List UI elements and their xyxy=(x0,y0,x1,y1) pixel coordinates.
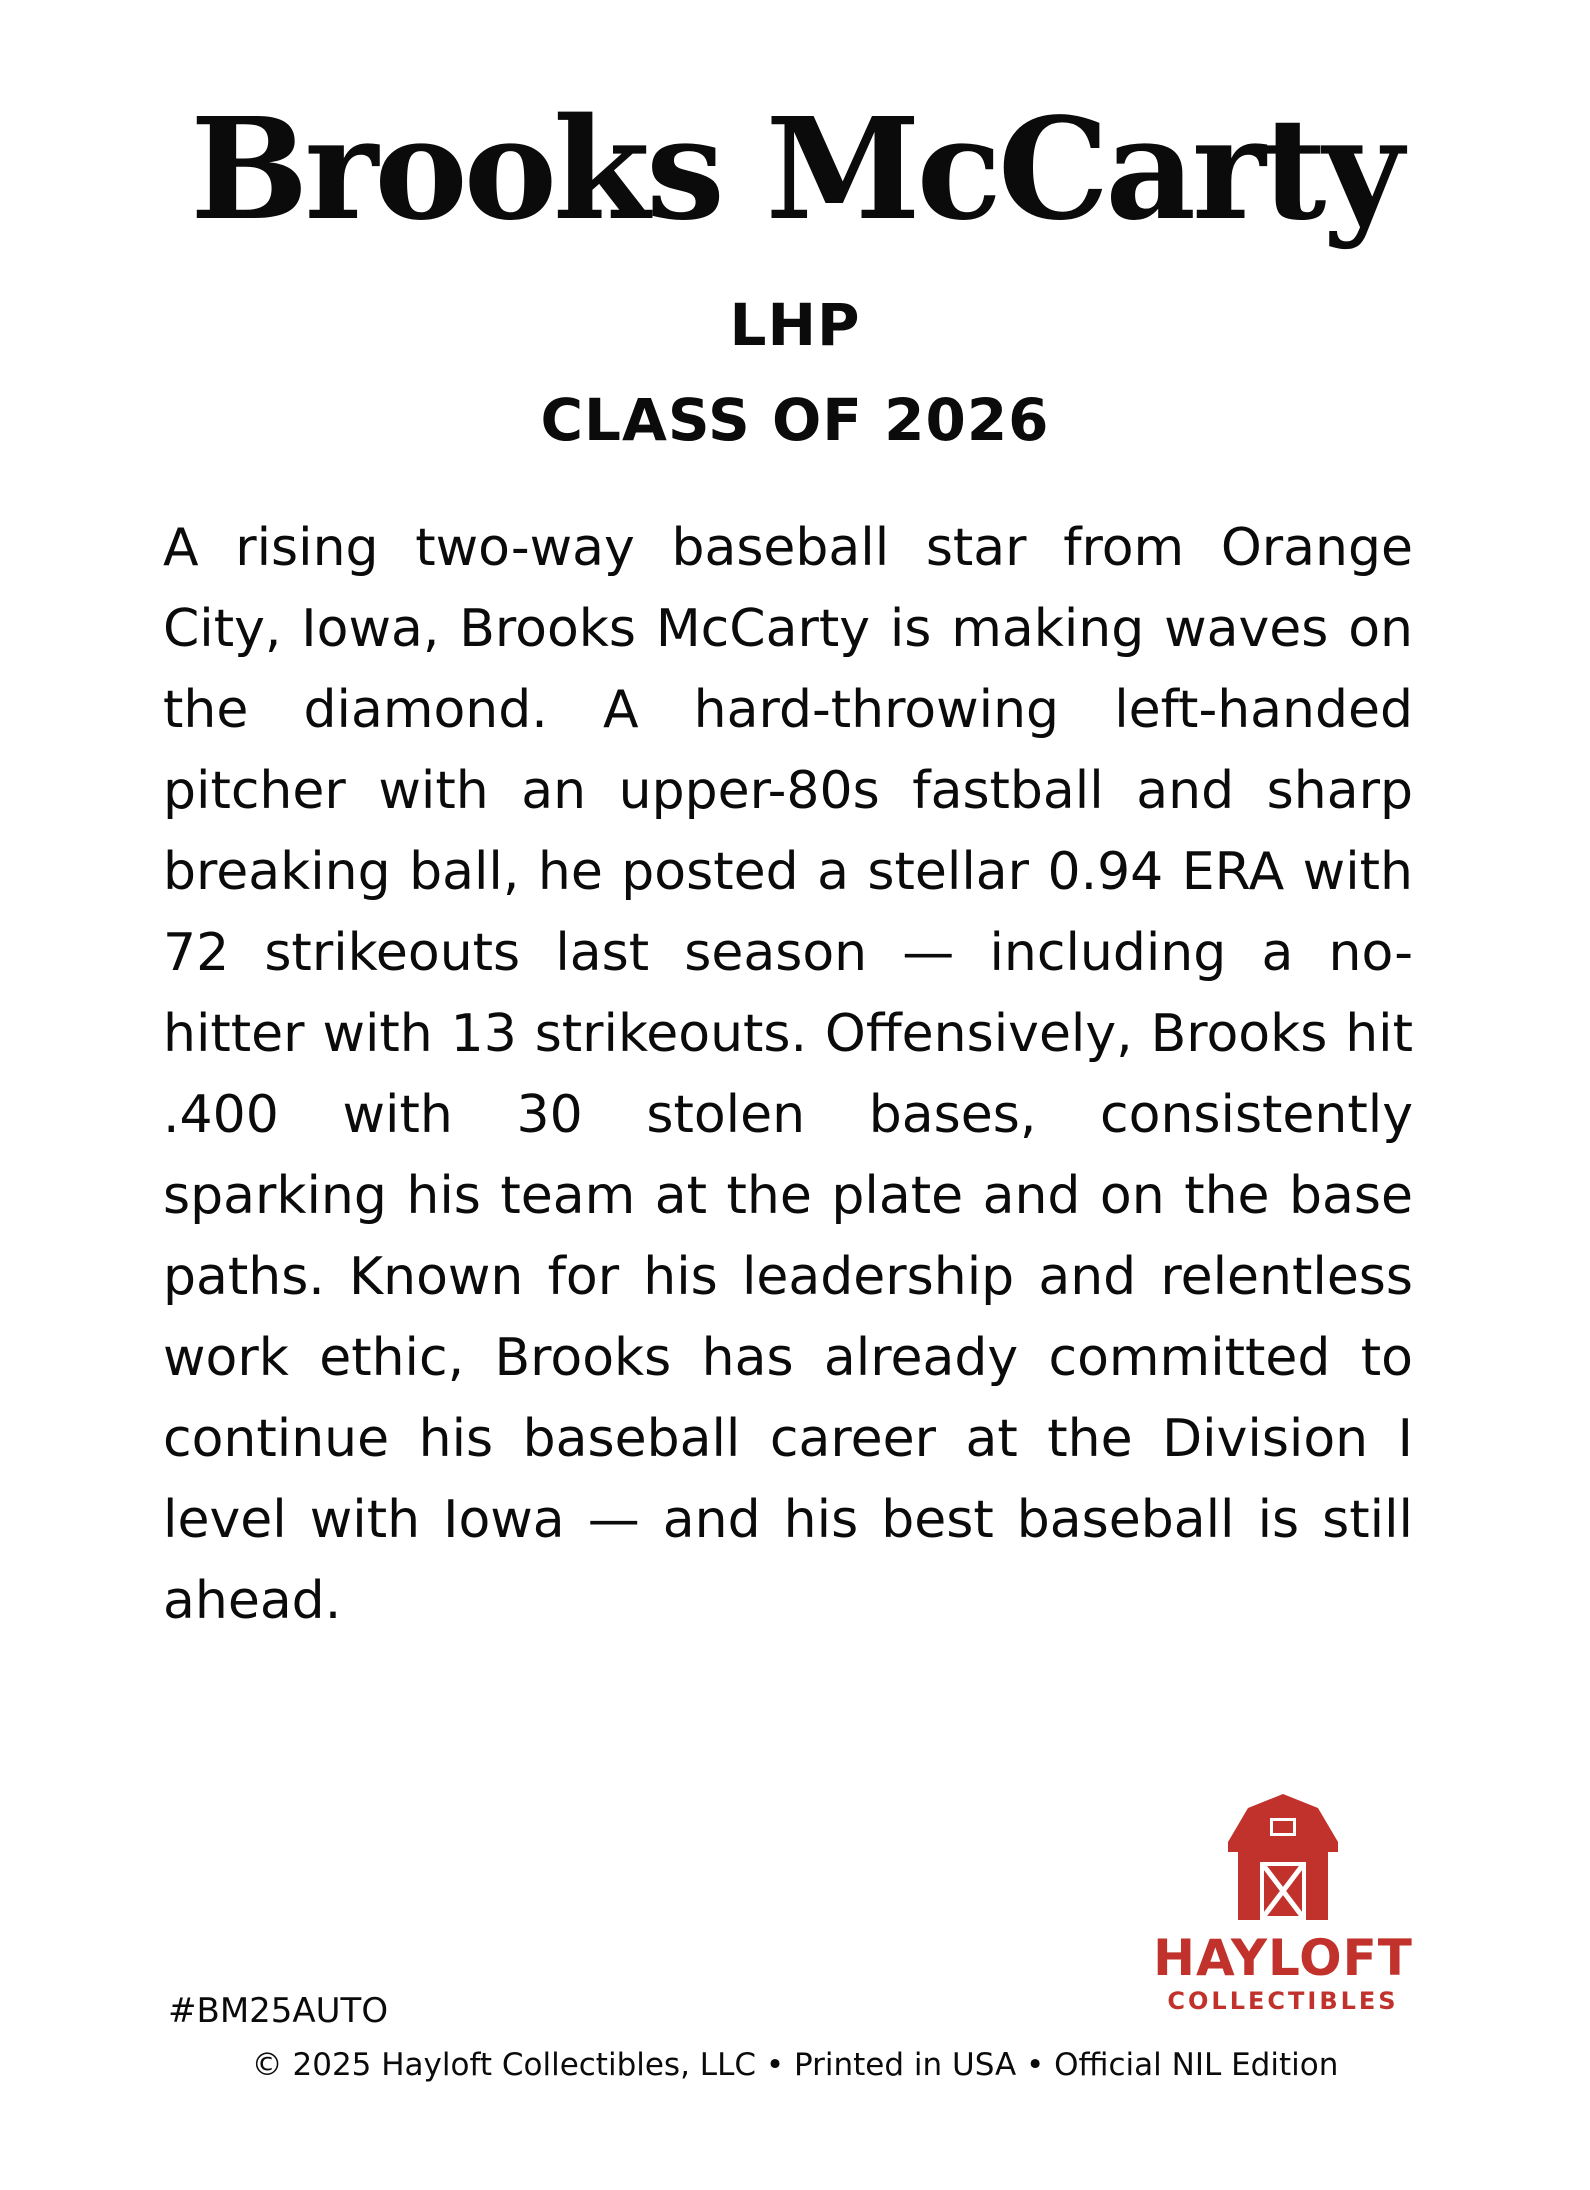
player-name: Brooks McCarty xyxy=(190,88,1400,252)
logo-name: HAYLOFT xyxy=(1153,1929,1413,1987)
logo-subtitle: COLLECTIBLES xyxy=(1167,1987,1399,2015)
barn-icon xyxy=(1218,1790,1348,1920)
class-year: CLASS OF 2026 xyxy=(540,386,1050,454)
player-bio: A rising two-way baseball star from Orange City, Iowa, Brooks McCarty is making waves on the diamond. A hard-throwing left-handed pitcher with an upper-80s fastball and sharp breaking ball, he posted a stellar 0.94 ERA with 72 strikeouts last season — including a no-hitter with 13 strikeouts. Offensively, Brooks hit .400 with 30 stolen bases, consistently sparking his team at the plate and on the base paths. Known for his leadership and relentless work ethic, Brooks has already committed to continue his baseball career at the Division I level with Iowa — and his best baseball is still ahead. xyxy=(163,518,1413,1631)
player-position: LHP xyxy=(729,291,861,359)
hayloft-logo xyxy=(1148,1790,1418,2016)
card-code: #BM25AUTO xyxy=(168,1991,389,2031)
copyright-footer: © 2025 Hayloft Collectibles, LLC • Printed in USA • Official NIL Edition xyxy=(251,2047,1339,2083)
